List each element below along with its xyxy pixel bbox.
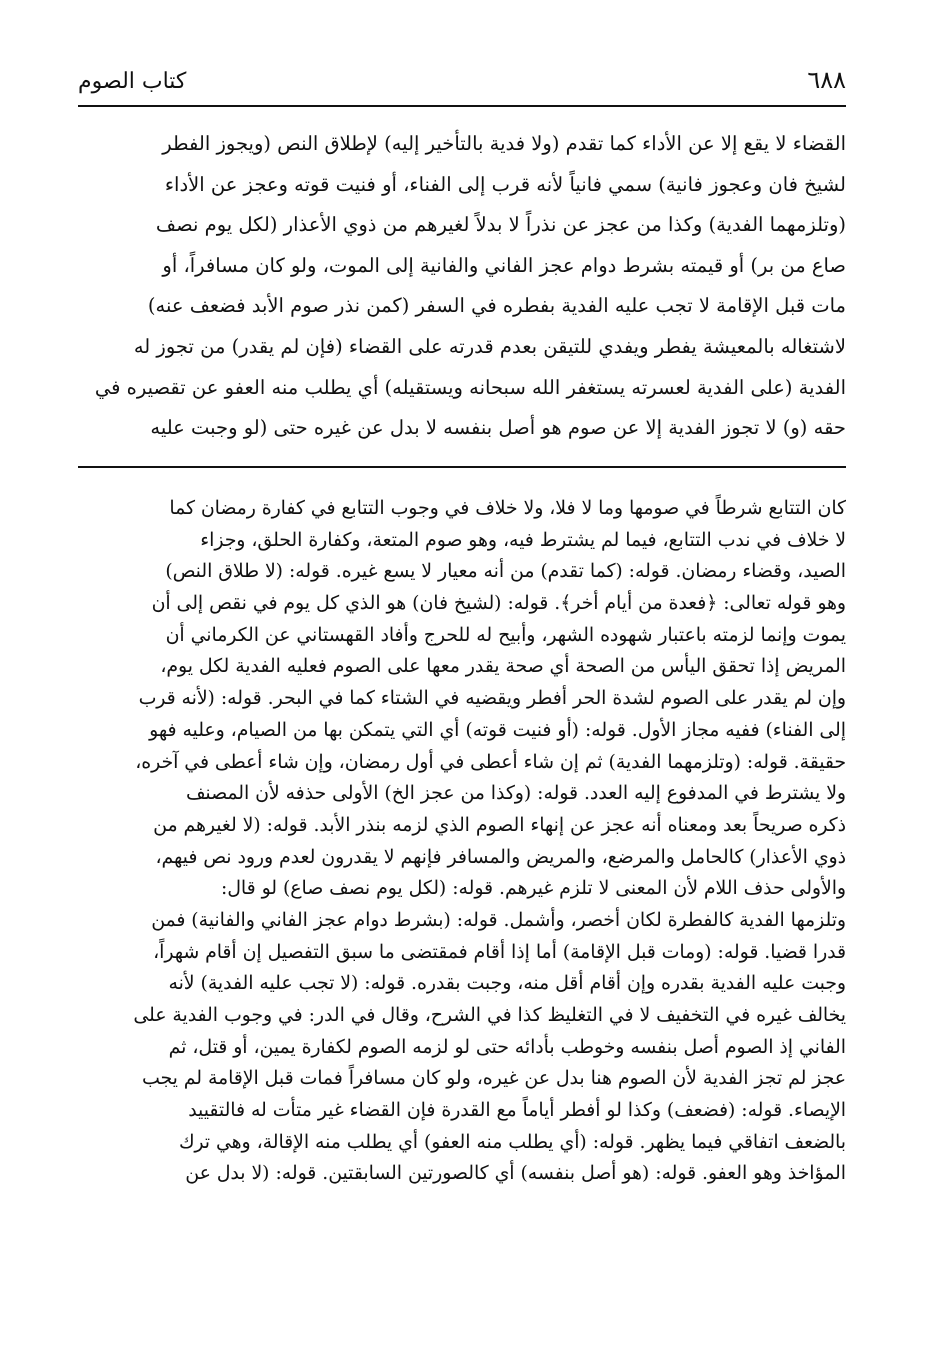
main-text [78,124,846,449]
commentary-line: وهو قوله تعالى: ﴿فعدة من أيام أخر﴾. قوله: (لشيخ فان) هو الذي كل يوم في نقص إلى أن [151,593,846,615]
commentary-text [78,493,846,1222]
main-line: لاشتغاله بالمعيشة يفطر ويفدي للتيقن بعدم قدرته على القضاء (فإن لم يقدر) من تجوز له [133,334,846,358]
commentary-line [78,1190,846,1222]
commentary-line: وجبت عليه الفدية بقدره وإن أقام أقل منه، وجبت بقدره. قوله: (لا تجب عليه الفدية) لأنه [168,973,846,995]
main-line: الفدية (على الفدية لعسرته يستغفر الله سبحانه ويستقيله) أي يطلب منه العفو عن تقصيره في [94,375,846,399]
main-line: صاع من بر) أو قيمته بشرط دوام عجز الفاني والفانية إلى الموت، ولو كان مسافراً، أو [162,253,846,277]
page-number: ٦٨٨ [807,66,846,94]
commentary-line: الصيد، وقضاء رمضان. قوله: (كما تقدم) من أنه معيار لا يسع غيره. قوله: (لا طلاق النص) [165,561,846,583]
commentary-line: الإيصاء. قوله: (فضعف) وكذا لو أفطر أياماً مع القدرة فإن القضاء غير متأت له فالتقييد [188,1100,846,1122]
commentary-line: يموت وإنما لزمته باعتبار شهوده الشهر، وأبيح له للحرج وأفاد القهستاني عن الكرماني أن [165,624,846,646]
main-line: لشيخ فان وعجوز فانية) سمي فانياً لأنه قرب إلى الفناء، أو فنيت قوته وعجز عن الأداء [164,172,846,196]
commentary-line: ذوي الأعذار) كالحامل والمرضع، والمريض والمسافر فإنهم لا يقدرون لعدم ورود نص فيهم، [155,846,846,868]
commentary-line: ولا يشترط في المدفوع إليه العدد. قوله: (وكذا من عجز الخ) الأولى حذفه لأن المصنف [185,783,846,805]
commentary-line: حقيقة. قوله: (وتلزمهما الفدية) ثم إن شاء أعطى في أول رمضان، وإن شاء أعطى في آخره، [135,751,846,773]
main-line: (وتلزمهما الفدية) وكذا من عجز عن نذراً لا بدلاً لغيرهم من ذوي الأعذار (لكل يوم نصف [155,213,846,237]
chapter-title: كتاب الصوم [78,69,187,94]
commentary-line: يخالف غيره في التخفيف لا في التغليظ كذا في الشرح، وقال في الدر: في وجوب الفدية على [133,1005,846,1026]
commentary-line: المريض إذا تحقق اليأس من الصحة أي صحة يقدر معها على الصوم فعليه الفدية لكل يوم، [160,656,846,678]
commentary-line: ذكره صريحاً بعد ومعناه أنه عجز عن إنهاء الصوم الذي لزمه بنذر الأبد. قوله: (لا لغيرهم من [153,814,846,836]
commentary-line: الفاني إذ الصوم أصل بنفسه وخوطب بأدائه حتى لو لزمه الصوم لكفارة يمين، أو قتل، ثم [168,1036,846,1058]
main-line: مات قبل الإقامة لا تجب عليه الفدية بفطره في السفر (كمن نذر صوم الأبد فضعف عنه) [147,294,846,318]
commentary-line: والأولى حذف اللام لأن المعنى لا تلزم غيرهم. قوله: (لكل يوم نصف صاع) لو قال: [220,878,846,900]
commentary-line: عجز لم تجز الفدية لأن الصوم هنا بدل عن غيره، ولو كان مسافراً فمات قبل الإقامة لم يجب [142,1068,846,1090]
commentary-line: وتلزمها الفدية كالفطرة لكان أخصر، وأشمل. قوله: (بشرط دوام عجز الفاني والفانية) فمن [151,909,846,931]
commentary-line: إلى الفناء) ففيه مجاز الأول. قوله: (أو فنيت قوته) أي التي يتمكن بها من الصيام، وعليه فهو [149,719,846,741]
commentary-line: لا خلاف في ندب التتابع، فيما لم يشترط فيه، وهو صوم المتعة، وكفارة الحلق، وجزاء [200,529,846,551]
main-line: القضاء لا يقع إلا عن الأداء كما تقدم (ولا فدية بالتأخير إليه) لإطلاق النص (ويجوز الفطر [162,132,846,155]
commentary-line: المؤاخذ وهو العفو. قوله: (هو أصل بنفسه) أي كالصورتين السابقتين. قوله: (لا بدل عن [185,1163,846,1185]
section-divider [78,466,846,468]
header-divider [78,105,846,107]
main-line: حقه (و) لا تجوز الفدية إلا عن صوم هو أصل بنفسه لا بدل عن غيره حتى (لو وجبت عليه [150,416,846,440]
commentary-line: قدرا قضيا. قوله: (ومات قبل الإقامة) أما إذا أقام فمقتضى ما سبق التفصيل إن أقام شهراً، [153,941,846,963]
commentary-line: وإن لم يقدر على الصوم لشدة الحر أفطر ويقضيه في الشتاء كما في البحر. قوله: (لأنه قرب [138,688,846,710]
commentary-line: بالضعف اتفاقي فيما يظهر. قوله: (أي يطلب منه العفو) أي يطلب منه الإقالة، وهي ترك [178,1131,846,1153]
page-header [78,50,846,94]
commentary-line: كان التتابع شرطاً في صومها وما لا فلا، ولا خلاف في وجوب التتابع في كفارة رمضان كما [169,498,846,519]
